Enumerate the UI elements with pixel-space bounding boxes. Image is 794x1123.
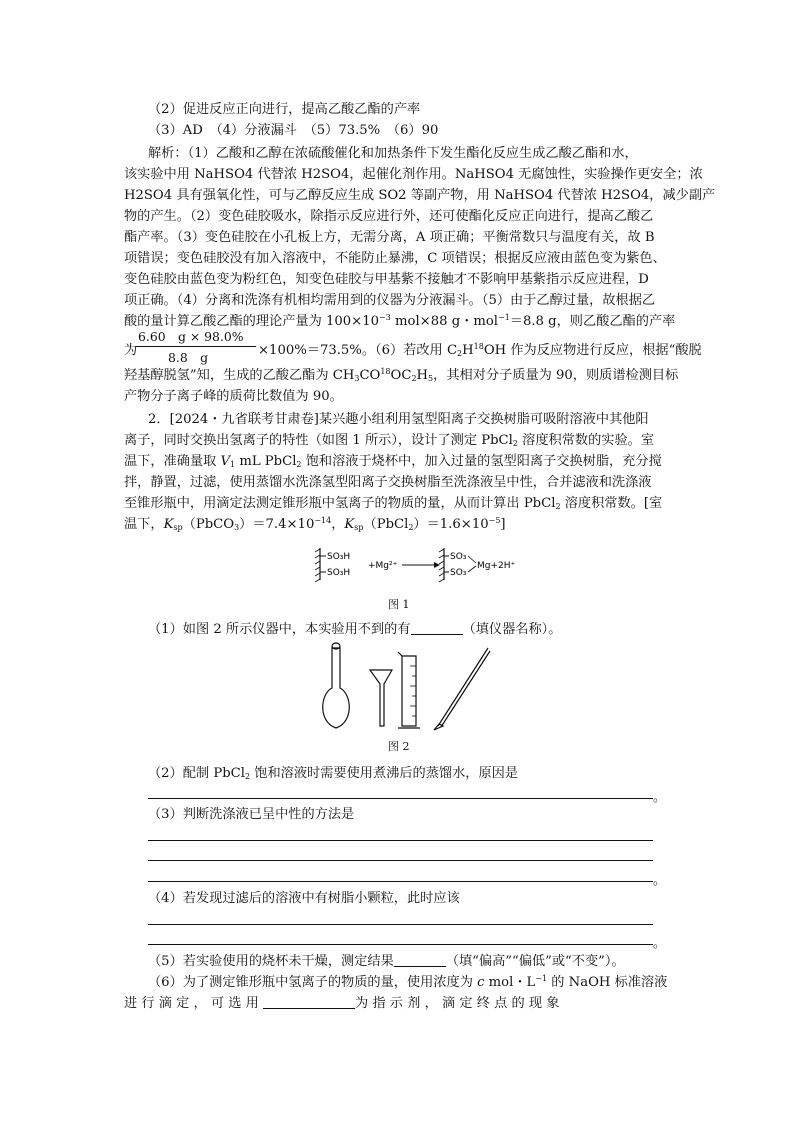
q2-sub6-line-2: 进 行 滴 定 ， 可 选 用 为 指 示 剂 ， 滴 定 终 点 的 现 象 (124, 996, 560, 1011)
answer-blank-1[interactable] (411, 620, 463, 635)
analysis-line-5: 酯产率。（3）变色硅胶在小孔板上方，无需分离，A 项正确；平衡常数只与温度有关，故 B (124, 230, 655, 245)
q2-line-5: 至锥形瓶中，用滴定法测定锥形瓶中氢离子的物质的量，从而计算出 PbCl$_2$ 溶度积常数。[室 (124, 496, 663, 511)
analysis-line-4: 物的产生。（2）变色硅胶吸水，除指示反应进行外，还可使酯化反应正向进行，提高乙酸乙 (124, 209, 654, 224)
q2-line-4: 拌，静置，过滤，使用蒸馏水洗涤氢型阳离子交换树脂至洗涤液呈中性，合并滤液和洗涤液 (124, 475, 652, 490)
answer-line-3-6: （3）AD （4）分液漏斗 （5）73.5% （6）90 (148, 123, 439, 138)
figure-1-resin-exchange (312, 544, 522, 592)
q2-line-2: 离子，同时交换出氢离子的特性（如图 1 所示），设计了测定 PbCl$_2$ 溶度积常数的实验。室 (124, 433, 655, 448)
q2-sub3: （3）判断洗涤液已呈中性的方法是 (148, 807, 355, 822)
answer-line-sub4-1[interactable] (148, 924, 653, 925)
q2-line-3: 温下，准确量取 $V_1$ mL PbCl$_2$ 饱和溶液于烧杯中，加入过量的氢型阳离子交换树脂，充分搅 (124, 454, 662, 469)
volumetric-flask-icon (323, 648, 350, 728)
pipette-icon (438, 648, 490, 727)
q2-sub1: （1）如图 2 所示仪器中，本实验用不到的有 （填仪器名称）。 (148, 622, 562, 637)
answer-line-2: （2）促进反应正向进行，提高乙酸乙酯的产率 (148, 102, 421, 117)
fig1-plus-mg: +Mg²⁺ (368, 561, 398, 571)
funnel-icon (370, 670, 392, 726)
q2-sub2: （2）配制 PbCl$_2$ 饱和溶液时需要使用煮沸后的蒸馏水，原因是 (148, 766, 519, 781)
analysis-line-12: 产物分子离子峰的质荷比数值为 90。 (124, 389, 343, 404)
period-sub2: 。 (653, 790, 667, 805)
analysis-line-3: H2SO4 具有强氧化性，可与乙醇反应生成 SO2 等副产物，用 NaHSO4 代替浓 H2SO4，减少副产 (124, 188, 716, 203)
q2-sub5: （5）若实验使用的烧杯未干燥，测定结果 （填“偏高”“偏低”或“不变”）。 (148, 954, 625, 969)
figure-2-caption: 图 2 (388, 740, 410, 753)
analysis-line-7: 变色硅胶由蓝色变为粉红色，知变色硅胶与甲基紫不接触才不影响甲基紫指示反应进程，D (124, 272, 649, 287)
answer-line-sub3-2[interactable] (148, 860, 653, 861)
answer-line-sub4-2[interactable] (148, 944, 653, 945)
analysis-line-10: ×100%＝73.5%。（6）若改用 $C_2H^{18}OH$ 作为反应物进行反应，根据“酸脱 (258, 342, 702, 358)
answer-line-sub3-3[interactable] (148, 881, 653, 882)
answer-line-sub2[interactable] (148, 798, 653, 799)
period-sub4: 。 (653, 936, 667, 951)
analysis-line-9: 酸的量计算乙酸乙酯的理论产量为 $100\times 10^{-3}$ mol×88 g・mol$^{-1}$＝8.8 g，则乙酸乙酯的产率 (124, 313, 676, 329)
graduated-cylinder-icon (402, 656, 416, 726)
q2-line-6: 温下，$K_{sp}(PbCO_3)=7.4\times 10^{-14}$，$K_{sp}(PbCl_2)=1.6\times 10^{-5}$] (124, 516, 506, 532)
fraction-denominator: 8.8 g (168, 350, 209, 365)
fig1-right-product: Mg+2H⁺ (477, 561, 516, 571)
analysis-line-8: 项正确。（4）分离和洗涤有机相均需用到的仪器为分液漏斗。（5）由于乙醇过量，故根据乙 (124, 293, 656, 308)
analysis-line-2: 该实验中用 NaHSO4 代替浓 H2SO4，起催化剂作用。NaHSO4 无腐蚀性，实验操作更安全；浓 (124, 167, 703, 182)
analysis-line-1: 解析：（1）乙酸和乙醇在浓硫酸催化和加热条件下发生酯化反应生成乙酸乙酯和水， (148, 146, 638, 161)
figure-2-apparatus (318, 642, 498, 734)
answer-blank-6[interactable] (263, 994, 355, 1009)
q2-sub4: （4）若发现过滤后的溶液中有树脂小颗粒，此时应该 (148, 891, 460, 906)
q2-sub6-line-1: （6）为了测定锥形瓶中氢离子的物质的量，使用浓度为 c mol・$L^{-1}$ 的 NaOH 标准溶液 (148, 974, 668, 990)
answer-line-sub3-1[interactable] (148, 840, 653, 841)
fraction-bar (136, 346, 256, 347)
figure-1-caption: 图 1 (388, 598, 410, 611)
period-sub3: 。 (653, 873, 667, 888)
fraction-numerator: 6.60 g × 98.0% (138, 329, 244, 344)
fig1-left-bot: SO₃H (327, 568, 351, 578)
q2-line-1: 2．[2024・九省联考甘肃卷]某兴趣小组利用氢型阳离子交换树脂可吸附溶液中其他阳 (148, 412, 649, 427)
fig1-right-top: SO₃ (450, 552, 467, 562)
fig1-right-bot: SO₃ (450, 568, 467, 578)
analysis-line-6: 项错误；变色硅胶没有加入溶液中，不能防止暴沸，C 项错误；根据反应液由蓝色变为紫色、 (124, 251, 666, 266)
analysis-line-11: 羟基醇脱氢”知，生成的乙酸乙酯为 $CH_3CO^{18}OC_2H_5$，其相对分子质量为 90，则质谱检测目标 (124, 367, 679, 383)
fig1-left-top: SO₃H (327, 552, 351, 562)
analysis-line-10-prefix: 为 (124, 343, 138, 358)
answer-blank-5[interactable] (394, 952, 446, 967)
